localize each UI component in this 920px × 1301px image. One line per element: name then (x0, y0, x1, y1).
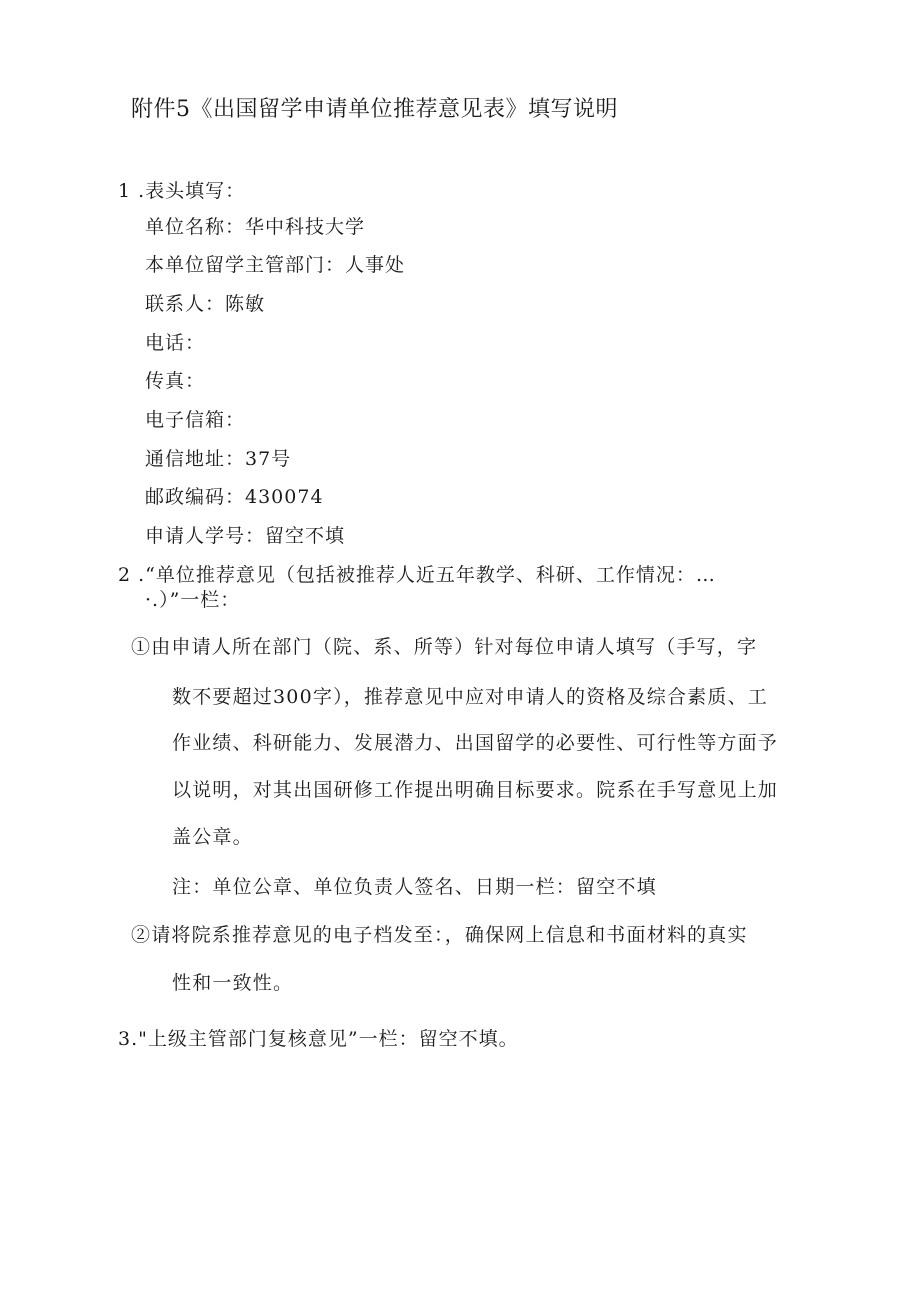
item-1-line-4: 以说明，对其出国研修工作提出明确目标要求。院系在手写意见上加 (172, 779, 779, 801)
field-student-id: 申请人学号：留空不填 (145, 525, 346, 547)
field-fax: 传真： (145, 370, 206, 392)
field-email: 电子信箱： (145, 409, 246, 431)
section-3-text: 3."上级主管部门复核意见”一栏：留空不填。 (118, 1028, 519, 1050)
field-address: 通信地址：37号 (145, 448, 292, 470)
item-2-line-2: 性和一致性。 (172, 972, 294, 994)
field-contact: 联系人：陈敏 (145, 293, 266, 315)
item-1-note: 注：单位公章、单位负责人签名、日期一栏：留空不填 (172, 876, 657, 898)
item-1-line-2: 数不要超过300字），推荐意见中应对申请人的资格及综合素质、工 (172, 686, 768, 708)
field-phone: 电话： (145, 332, 206, 354)
item-1-line-5: 盖公章。 (172, 826, 253, 848)
item-1-line-1: ①由申请人所在部门（院、系、所等）针对每位申请人填写（手写，字 (131, 636, 758, 658)
item-1-line-3: 作业绩、科研能力、发展潜力、出国留学的必要性、可行性等方面予 (172, 732, 779, 754)
section-2-heading-cont: ·.）”一栏： (145, 589, 241, 611)
item-2-line-1: ②请将院系推荐意见的电子档发至：，确保网上信息和书面材料的真实 (131, 924, 748, 946)
document-title: 附件5《出国留学申请单位推荐意见表》填写说明 (131, 97, 618, 122)
field-department: 本单位留学主管部门：人事处 (145, 254, 406, 276)
section-2-heading: 2 .“单位推荐意见（包括被推荐人近五年教学、科研、工作情况：… (118, 564, 716, 586)
field-postcode: 邮政编码：430074 (145, 486, 324, 508)
field-unit-name: 单位名称：华中科技大学 (145, 216, 366, 238)
section-1-heading: 1 .表头填写： (118, 180, 246, 202)
